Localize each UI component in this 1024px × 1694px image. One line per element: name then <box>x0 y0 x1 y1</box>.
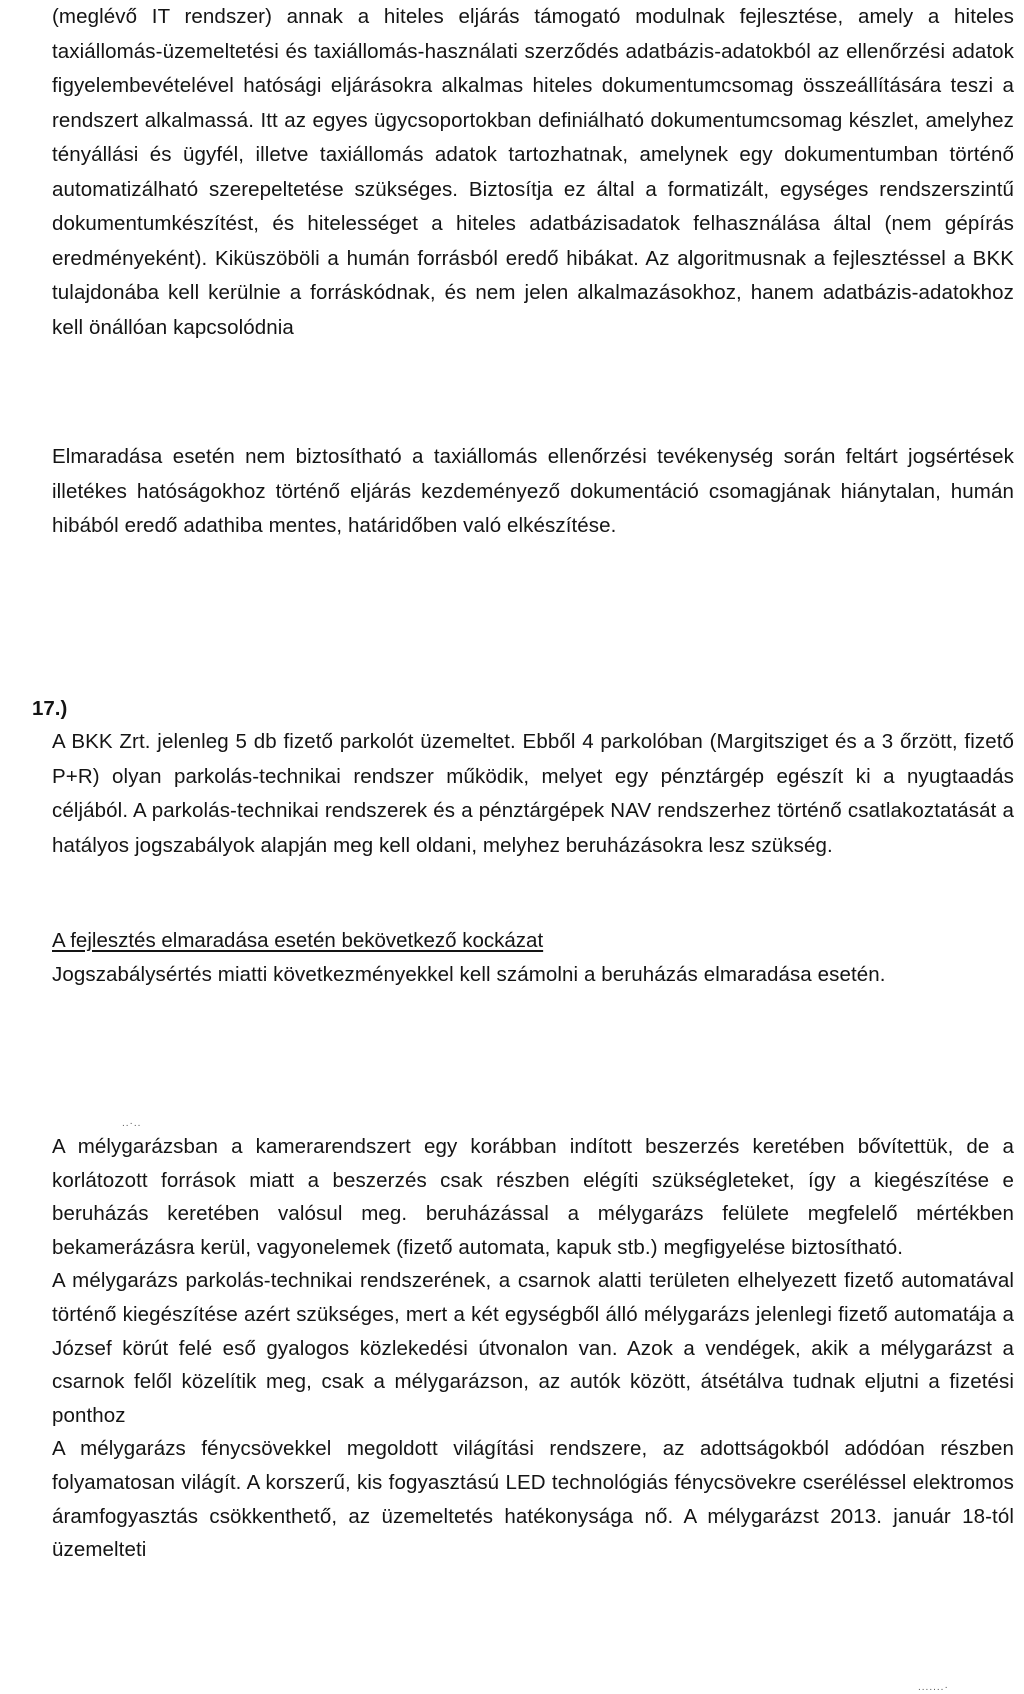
section-number: 17.) <box>32 697 68 720</box>
risk-paragraph-1: Elmaradása esetén nem biztosítható a taxiállomás ellenőrzési tevékenység során feltárt jogsértések illetékes hatóságokhoz történő eljárás kezdeményező dokumentáció csomagjának hiánytalan, humán hibából eredő adathiba mentes, határidőben való elkészítése. <box>52 445 1014 537</box>
risk-section-1 <box>52 440 1014 544</box>
garage-paragraph-payment: A mélygarázs parkolás-technikai rendszerének, a csarnok alatti területen elhelyezett fizető automatával történő kiegészítése azért szükséges, mert a két egységből álló mélygarázs jelenlegi fizető automatája a József körút felé eső gyalogos közlekedési útvonalon van. Azok a vendégek, akik a mélygarázst a csarnok felől közelítik meg, csak a mélygarázson, az autók között, átsétálva tudnak eljutni a fizetési ponthoz <box>52 1269 1014 1427</box>
section-17 <box>52 725 1014 863</box>
risk-paragraph-2: Jogszabálysértés miatti következményekkel kell számolni a beruházás elmaradása esetén. <box>52 963 886 986</box>
section-17-paragraph: A BKK Zrt. jelenleg 5 db fizető parkolót üzemeltet. Ebből 4 parkolóban (Margitsziget és a 3 őrzött, fizető P+R) olyan parkolás-technikai rendszer működik, melyet egy pénztárgép egészít ki a nyugtaadás céljából. A parkolás-technikai rendszerek és a pénztárgépek NAV rendszerhez történő csatlakoztatását a hatályos jogszabályok alapján meg kell oldani, melyhez beruházásokra lesz szükség. <box>52 730 1014 857</box>
garage-section <box>52 1130 1014 1567</box>
risk-heading-2: A fejlesztés elmaradása esetén bekövetkező kockázat <box>52 929 544 952</box>
intro-paragraph: (meglévő IT rendszer) annak a hiteles eljárás támogató modulnak fejlesztése, amely a hiteles taxiállomás-üzemeltetési és taxiállomás-használati szerződés adatbázis-adatokból az ellenőrzési adatok figyelembevételével hatósági eljárásokra alkalmas hiteles dokumentumcsomag összeállítására teszi a rendszert alkalmassá. Itt az egyes ügycsoportokban definiálható dokumentumcsomag készlet, amelyhez tényállási és ügyfél, illetve taxiállomás adatok tartozhatnak, amelynek egy dokumentumban történő automatizálható szerepeltetése szükséges. Biztosítja ez által a formatizált, egységes rendszerszintű dokumentumkészítést, és hitelességet a hiteles adatbázisadatok felhasználása által (nem gépírás eredményeként). Kiküszöböli a humán forrásból eredő hibákat. Az algoritmusnak a fejlesztéssel a BKK tulajdonába kell kerülnie a forráskódnak, és nem jelen alkalmazásokhoz, hanem adatbázis-adatokhoz kell önállóan kapcsolódnia <box>52 5 1014 339</box>
garage-paragraph-camera: A mélygarázsban a kamerarendszert egy korábban indított beszerzés keretében bővítettük, de a korlátozott források miatt a beszerzés csak részben elégíti szükségleteket, így a kiegészítése e beruházás keretében valósul meg. beruházással a mélygarázs felülete megfelelő mértékben bekamerázásra kerül, vagyonelemek (fizető automata, kapuk stb.) megfigyelése biztosítható. <box>52 1135 1014 1259</box>
garage-paragraph-lighting: A mélygarázs fénycsövekkel megoldott világítási rendszere, az adottságokból adódóan részben folyamatosan világít. A korszerű, kis fogyasztású LED technológiás fénycsövekre cseréléssel elektromos áramfogyasztás csökkenthető, az üzemeltetés hatékonysága nő. A mélygarázst 2013. január 18-tól üzemelteti <box>52 1437 1014 1562</box>
scan-speck: .......· <box>918 1682 949 1693</box>
intro-section <box>52 0 1014 345</box>
scan-speck: ..·.. <box>122 1118 142 1129</box>
risk-heading-2-block <box>52 924 1014 958</box>
risk-section-2 <box>52 958 1014 993</box>
